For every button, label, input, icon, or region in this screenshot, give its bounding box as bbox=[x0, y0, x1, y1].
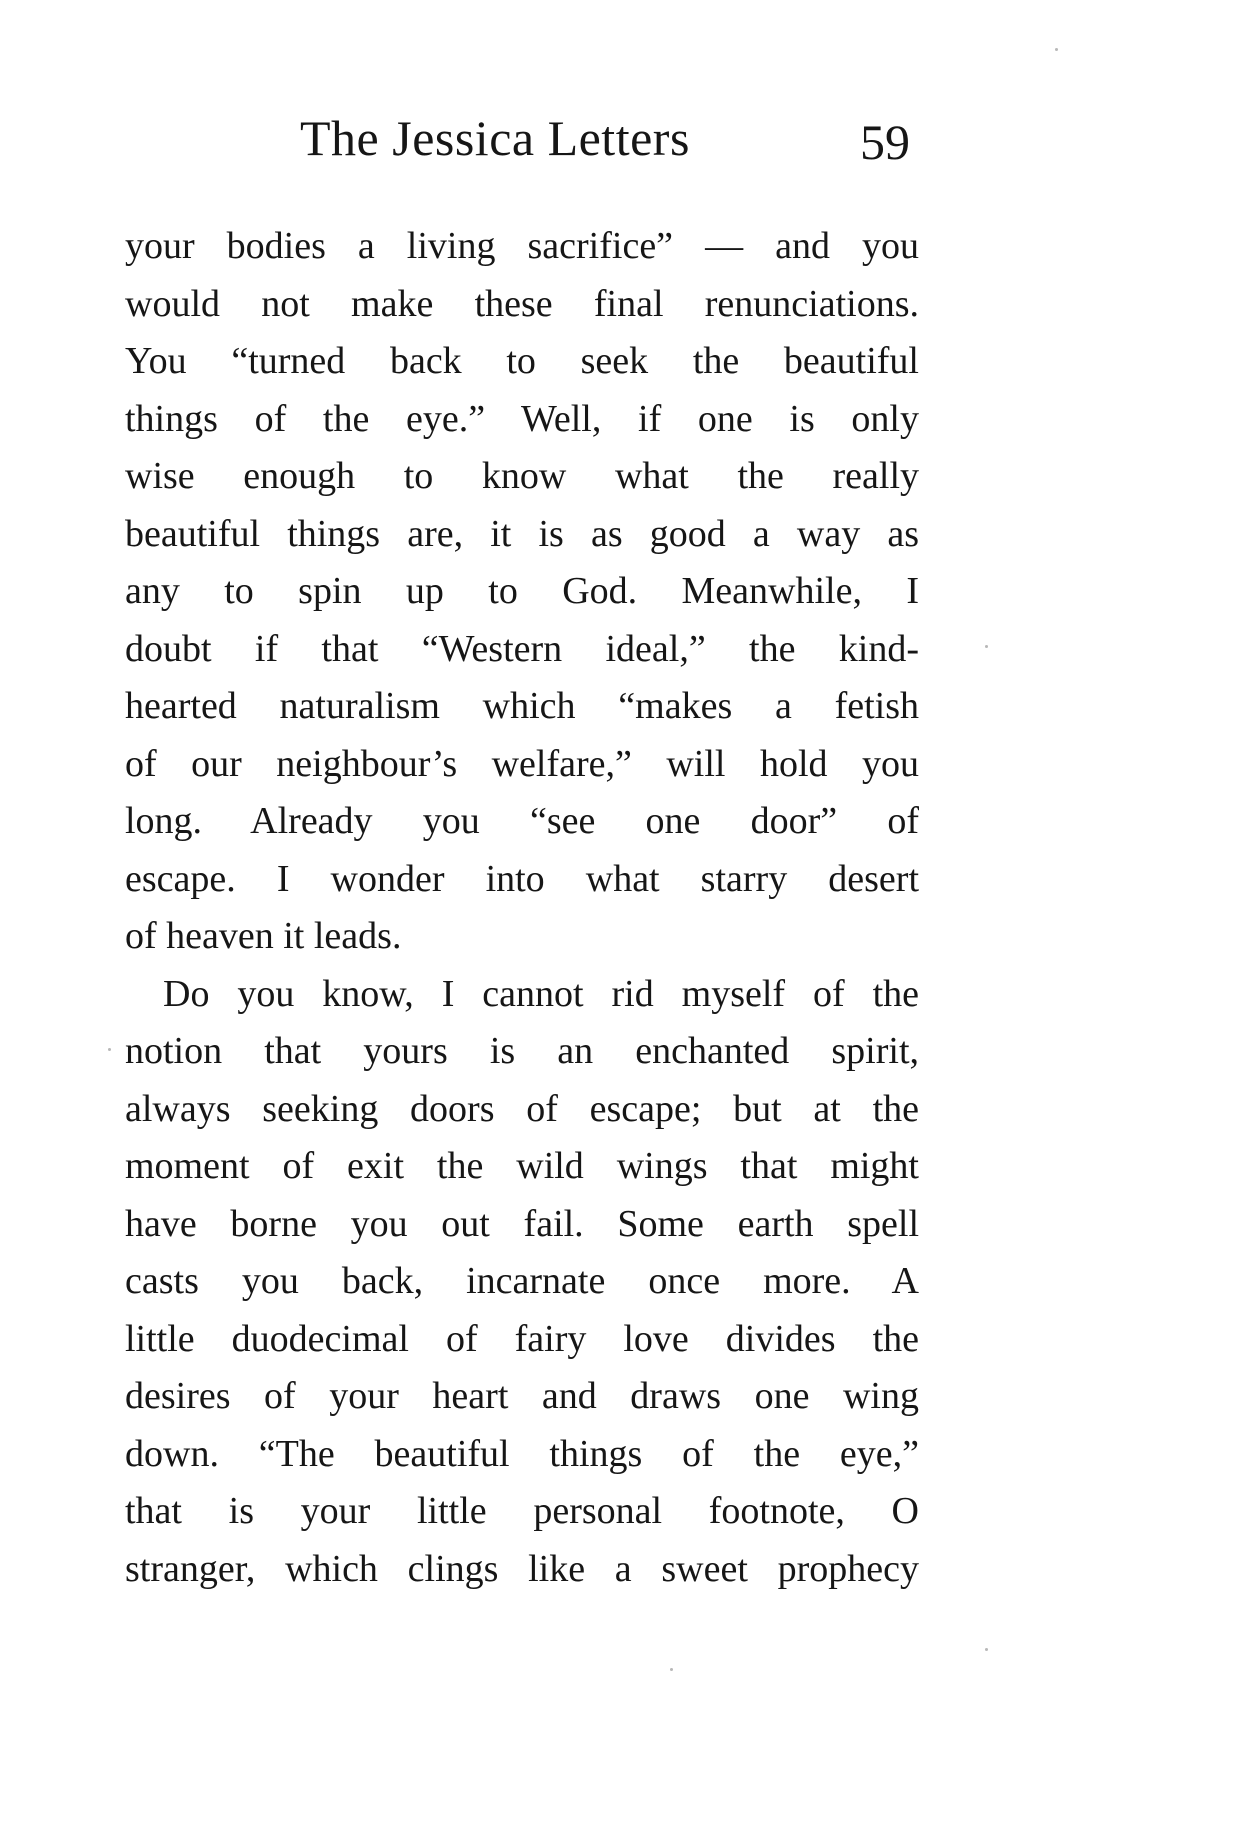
running-head-title: The Jessica Letters bbox=[300, 110, 690, 166]
text-line: doubt if that “Western ideal,” the kind- bbox=[125, 627, 919, 670]
text-line: long. Already you “see one door” of bbox=[125, 800, 919, 842]
text-line: your bodies a living sacrifice” — and you bbox=[125, 225, 919, 267]
text-line: wise enough to know what the really bbox=[125, 455, 919, 497]
text-line: any to spin up to God. Meanwhile, I bbox=[125, 570, 919, 612]
text-line: have borne you out fail. Some earth spell bbox=[125, 1202, 919, 1245]
text-line: beautiful things are, it is as good a way as bbox=[125, 512, 919, 555]
scan-speck bbox=[670, 1668, 673, 1671]
text-line: hearted naturalism which “makes a fetish bbox=[125, 685, 919, 727]
paragraph-end-line: of heaven it leads. bbox=[125, 915, 402, 957]
scan-speck bbox=[108, 1048, 111, 1051]
scan-speck bbox=[985, 645, 988, 648]
body-text bbox=[125, 218, 919, 1598]
page-number: 59 bbox=[860, 114, 910, 170]
text-line: You “turned back to seek the beautiful bbox=[125, 340, 919, 382]
scan-speck bbox=[985, 1648, 988, 1651]
text-line: desires of your heart and draws one wing bbox=[125, 1375, 919, 1417]
paragraph-start-line: Do you know, I cannot rid myself of the bbox=[163, 972, 919, 1015]
scan-speck bbox=[1055, 48, 1058, 51]
text-line: casts you back, incarnate once more. A bbox=[125, 1260, 919, 1302]
text-line: of our neighbour’s welfare,” will hold you bbox=[125, 742, 919, 785]
text-line: down. “The beautiful things of the eye,” bbox=[125, 1432, 919, 1475]
text-line: moment of exit the wild wings that might bbox=[125, 1145, 919, 1187]
text-line: that is your little personal footnote, O bbox=[125, 1490, 919, 1532]
text-line: would not make these final renunciations. bbox=[125, 282, 919, 325]
text-line: escape. I wonder into what starry desert bbox=[125, 857, 919, 900]
text-line: things of the eye.” Well, if one is only bbox=[125, 397, 919, 440]
text-line: little duodecimal of fairy love divides the bbox=[125, 1317, 919, 1360]
text-line: always seeking doors of escape; but at the bbox=[125, 1087, 919, 1130]
text-line: notion that yours is an enchanted spirit, bbox=[125, 1030, 919, 1072]
text-line: stranger, which clings like a sweet prophecy bbox=[125, 1547, 919, 1590]
